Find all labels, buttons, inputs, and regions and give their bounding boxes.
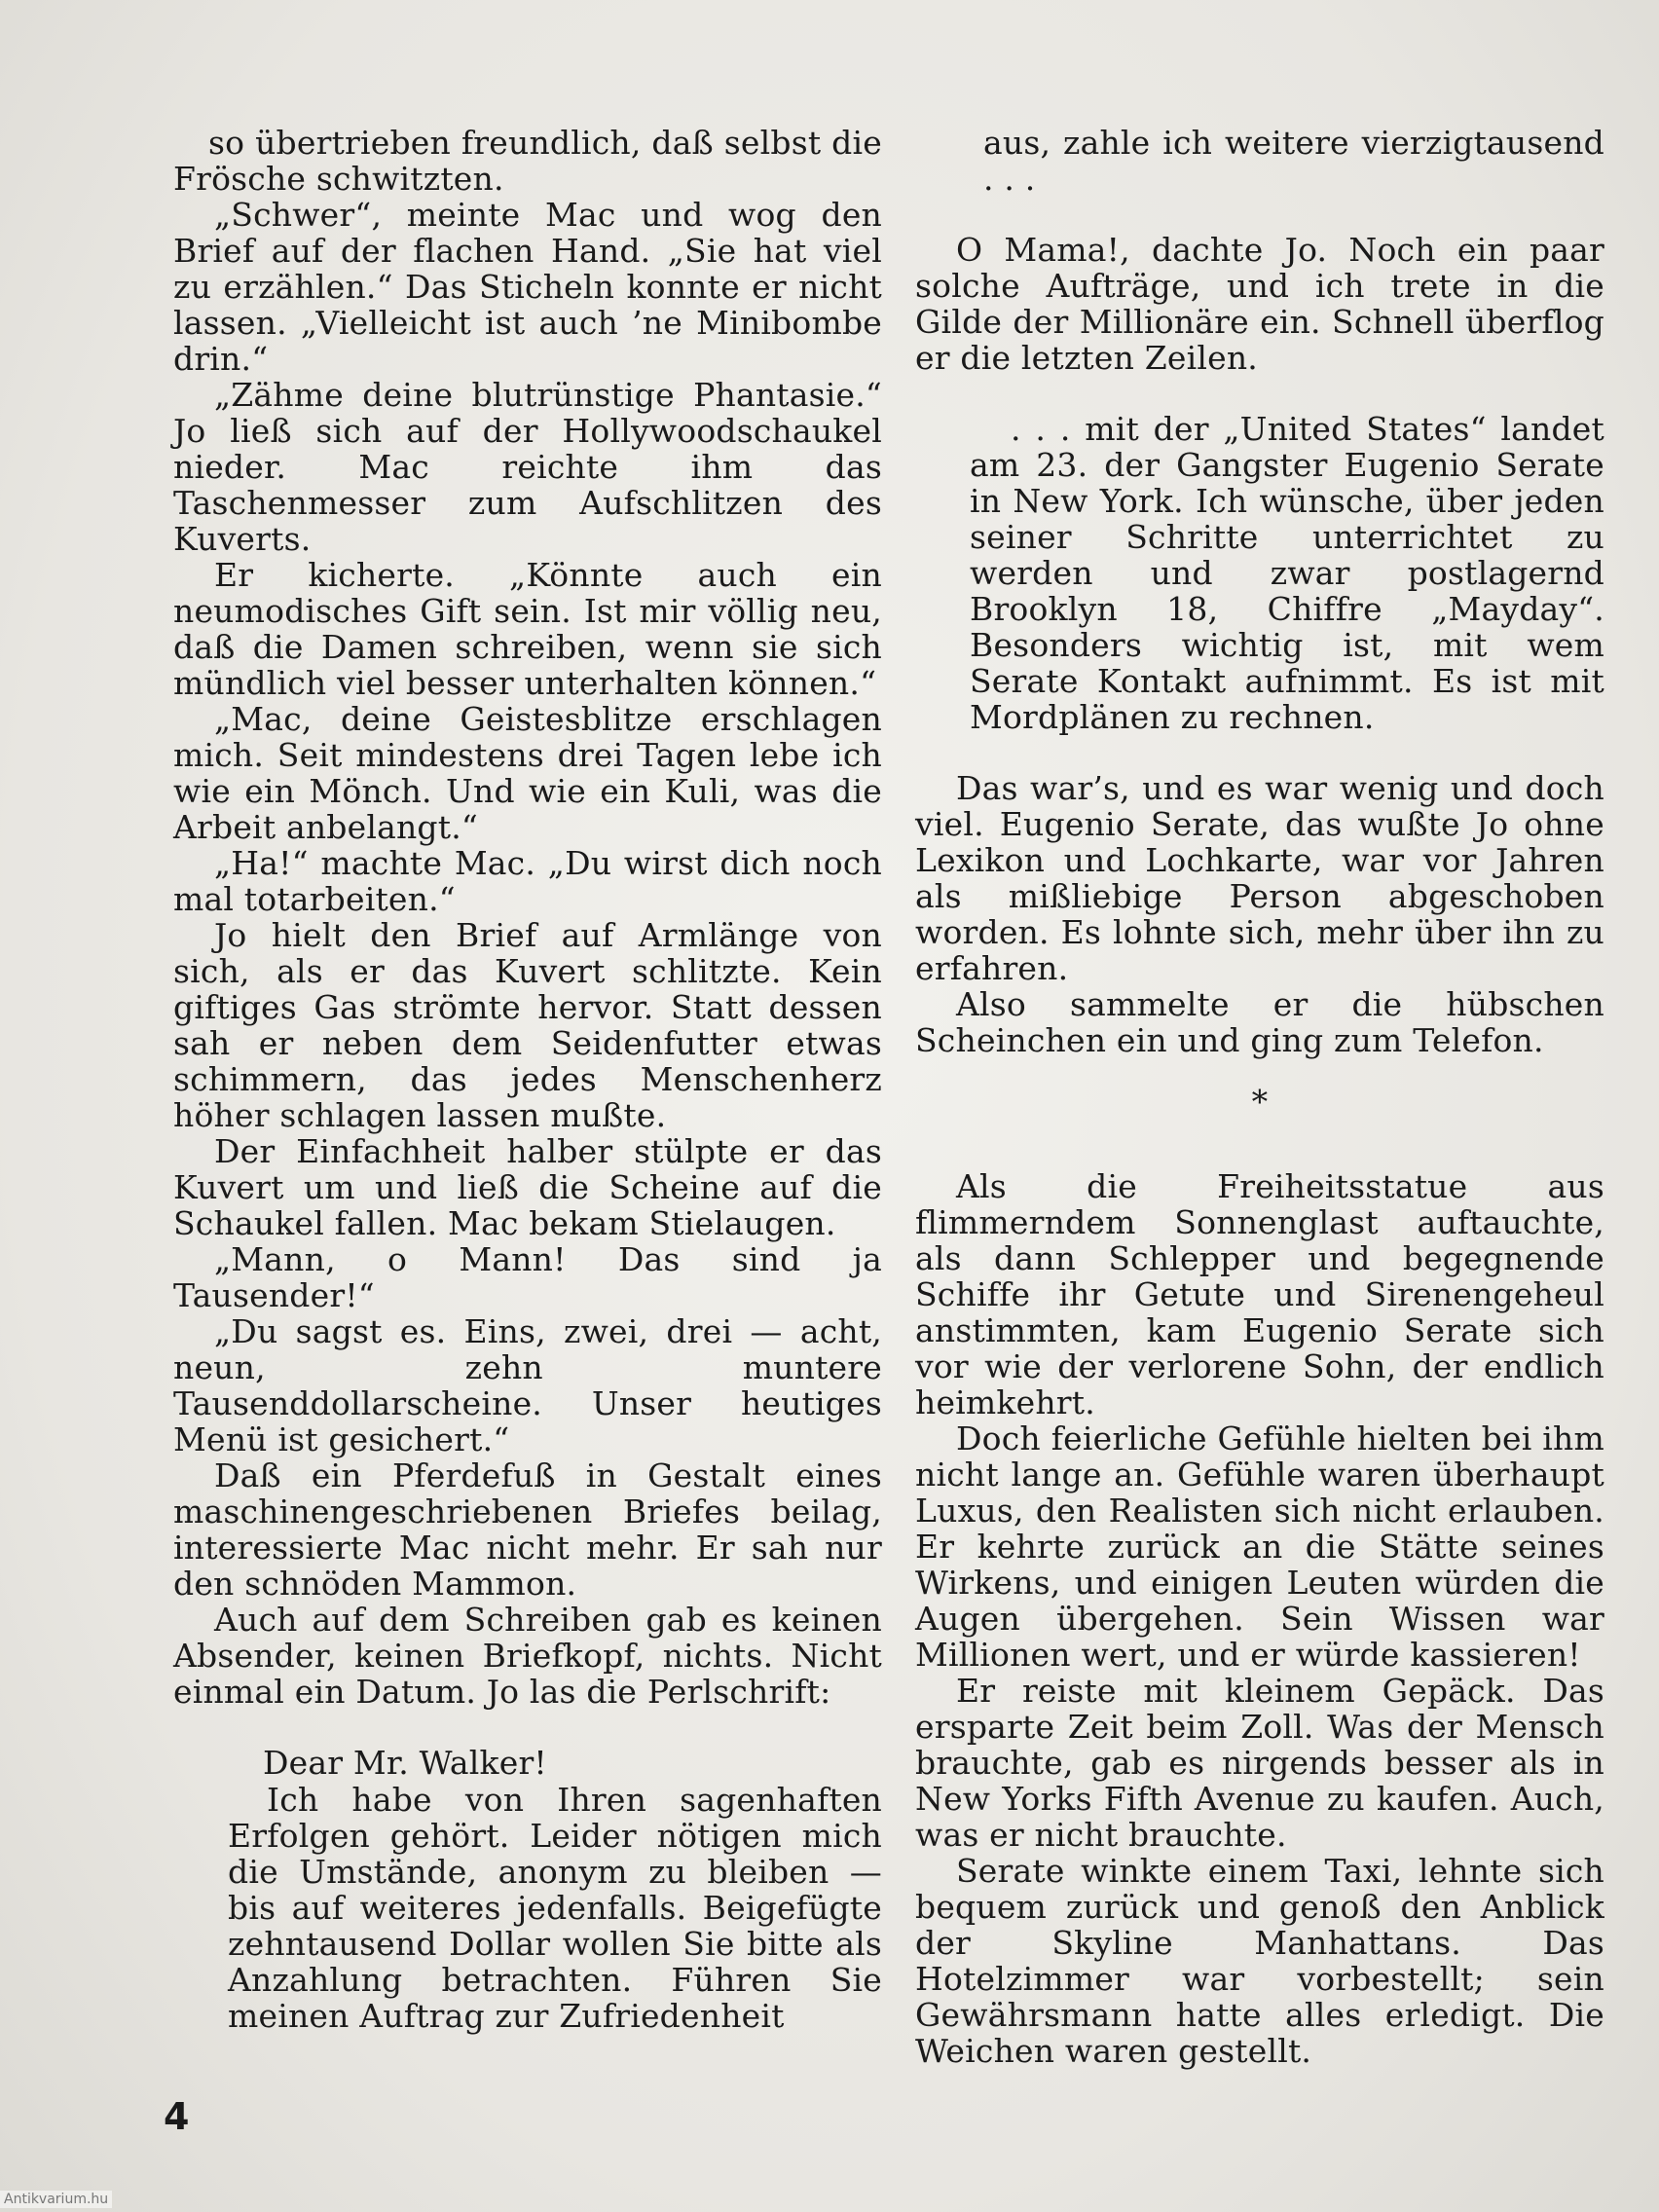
right-column [915,125,1604,2069]
paragraph: „Schwer“, meinte Mac und wog den Brief auf der flachen Hand. „Sie hat viel zu erzählen.“ Das Sticheln konnte er nicht lassen. „Vielleicht ist auch ’ne Minibombe drin.“ [173,196,882,378]
letter-excerpt-2 [915,411,1604,735]
paragraph: O Mama!, dachte Jo. Noch ein paar solche Aufträge, und ich trete in die Gilde der Millionäre ein. Schnell überflog er die letzten Zeilen. [915,231,1604,377]
paragraph: Daß ein Pferdefuß in Gestalt eines maschinengeschriebenen Briefes beilag, interessierte Mac nicht mehr. Er sah nur den schnöden Mammon. [173,1456,882,1603]
paragraph: „Mann, o Mann! Das sind ja Tausender!“ [173,1240,882,1314]
letter-body: Ich habe von Ihren sagenhaften Erfolgen gehört. Leider nötigen mich die Umstände, anonym zu bleiben — bis auf weiteres jedenfalls. Beigefügte zehntausend Dollar wollen Sie bitte als Anzahlung betrachten. Führen Sie meinen Auftrag zur Zufriedenheit [228,1781,882,2035]
page-number: 4 [164,2095,190,2138]
paragraph: so übertrieben freundlich, daß selbst die Frösche schwitzten. [173,124,882,198]
paragraph: Jo hielt den Brief auf Armlänge von sich, als er das Kuvert schlitzte. Kein giftiges Gas strömte hervor. Statt dessen sah er neben dem Seidenfutter etwas schimmern, das jedes Menschenherz höher schlagen lassen mußte. [173,916,882,1134]
paragraph: Er kicherte. „Könnte auch ein neumodisches Gift sein. Ist mir völlig neu, daß die Damen schreiben, wenn sie sich mündlich viel besser unterhalten können.“ [173,556,882,702]
paragraph: Doch feierliche Gefühle hielten bei ihm nicht lange an. Gefühle waren überhaupt Luxus, den Realisten sich nicht erlauben. Er kehrte zurück an die Stätte seines Wirkens, und einigen Leuten würden die Augen übergehen. Sein Wissen war Millionen wert, und er würde kassieren! [915,1419,1604,1674]
watermark: Antikvarium.hu [0,2191,112,2208]
left-column [173,125,882,2034]
paragraph: „Ha!“ machte Mac. „Du wirst dich noch mal totarbeiten.“ [173,844,882,918]
paragraph: Serate winkte einem Taxi, lehnte sich bequem zurück und genoß den Anblick der Skyline Manhattans. Das Hotelzimmer war vorbestellt; sein Gewährsmann hatte alles erledigt. Die Weichen waren gestellt. [915,1852,1604,2070]
letter-excerpt [173,1745,882,2034]
letter-continuation: aus, zahle ich weitere vierzigtausend . . . [983,124,1604,198]
paragraph: Also sammelte er die hübschen Scheinchen ein und ging zum Telefon. [915,985,1604,1059]
paragraph: Als die Freiheitsstatue aus flimmerndem Sonnenglast auftauchte, als dann Schlepper und begegnende Schiffe ihr Getute und Sirenengeheul anstimmten, kam Eugenio Serate sich vor wie der verlorene Sohn, der endlich heimkehrt. [915,1167,1604,1421]
paragraph: Auch auf dem Schreiben gab es keinen Absender, keinen Briefkopf, nichts. Nicht einmal ein Datum. Jo las die Perlschrift: [173,1601,882,1711]
letter-salutation: Dear Mr. Walker! [263,1744,547,1782]
paragraph: „Du sagst es. Eins, zwei, drei — acht, neun, zehn muntere Tausenddollarscheine. Unser heutiges Menü ist gesichert.“ [173,1312,882,1458]
paragraph: Der Einfachheit halber stülpte er das Kuvert um und ließ die Scheine auf die Schaukel fallen. Mac bekam Stielaugen. [173,1132,882,1242]
paragraph: „Mac, deine Geistesblitze erschlagen mich. Seit mindestens drei Tagen lebe ich wie ein Mönch. Und wie ein Kuli, was die Arbeit anbelangt.“ [173,700,882,846]
paragraph: Das war’s, und es war wenig und doch viel. Eugenio Serate, das wußte Jo ohne Lexikon und Lochkarte, war vor Jahren als mißliebige Person abgeschoben worden. Es lohnte sich, mehr über ihn zu erfahren. [915,769,1604,987]
paragraph: Er reiste mit kleinem Gepäck. Das ersparte Zeit beim Zoll. Was der Mensch brauchte, gab es nirgends besser als in New Yorks Fifth Avenue zu kaufen. Auch, was er nicht brauchte. [915,1672,1604,1854]
paragraph: „Zähme deine blutrünstige Phantasie.“ Jo ließ sich auf der Hollywoodschaukel nieder. Mac reichte ihm das Taschenmesser zum Aufschlitzen des Kuverts. [173,376,882,558]
section-separator: * [1251,1083,1269,1121]
letter-body-2: . . . mit der „United States“ landet am 23. der Gangster Eugenio Serate in New York. Ich wünsche, über jeden seiner Schritte unterrichtet zu werden und zwar postlagernd Brooklyn 18, Chiffre „Mayday“. Besonders wichtig ist, mit wem Serate Kontakt aufnimmt. Es ist mit Mordplänen zu rechnen. [970,410,1604,736]
